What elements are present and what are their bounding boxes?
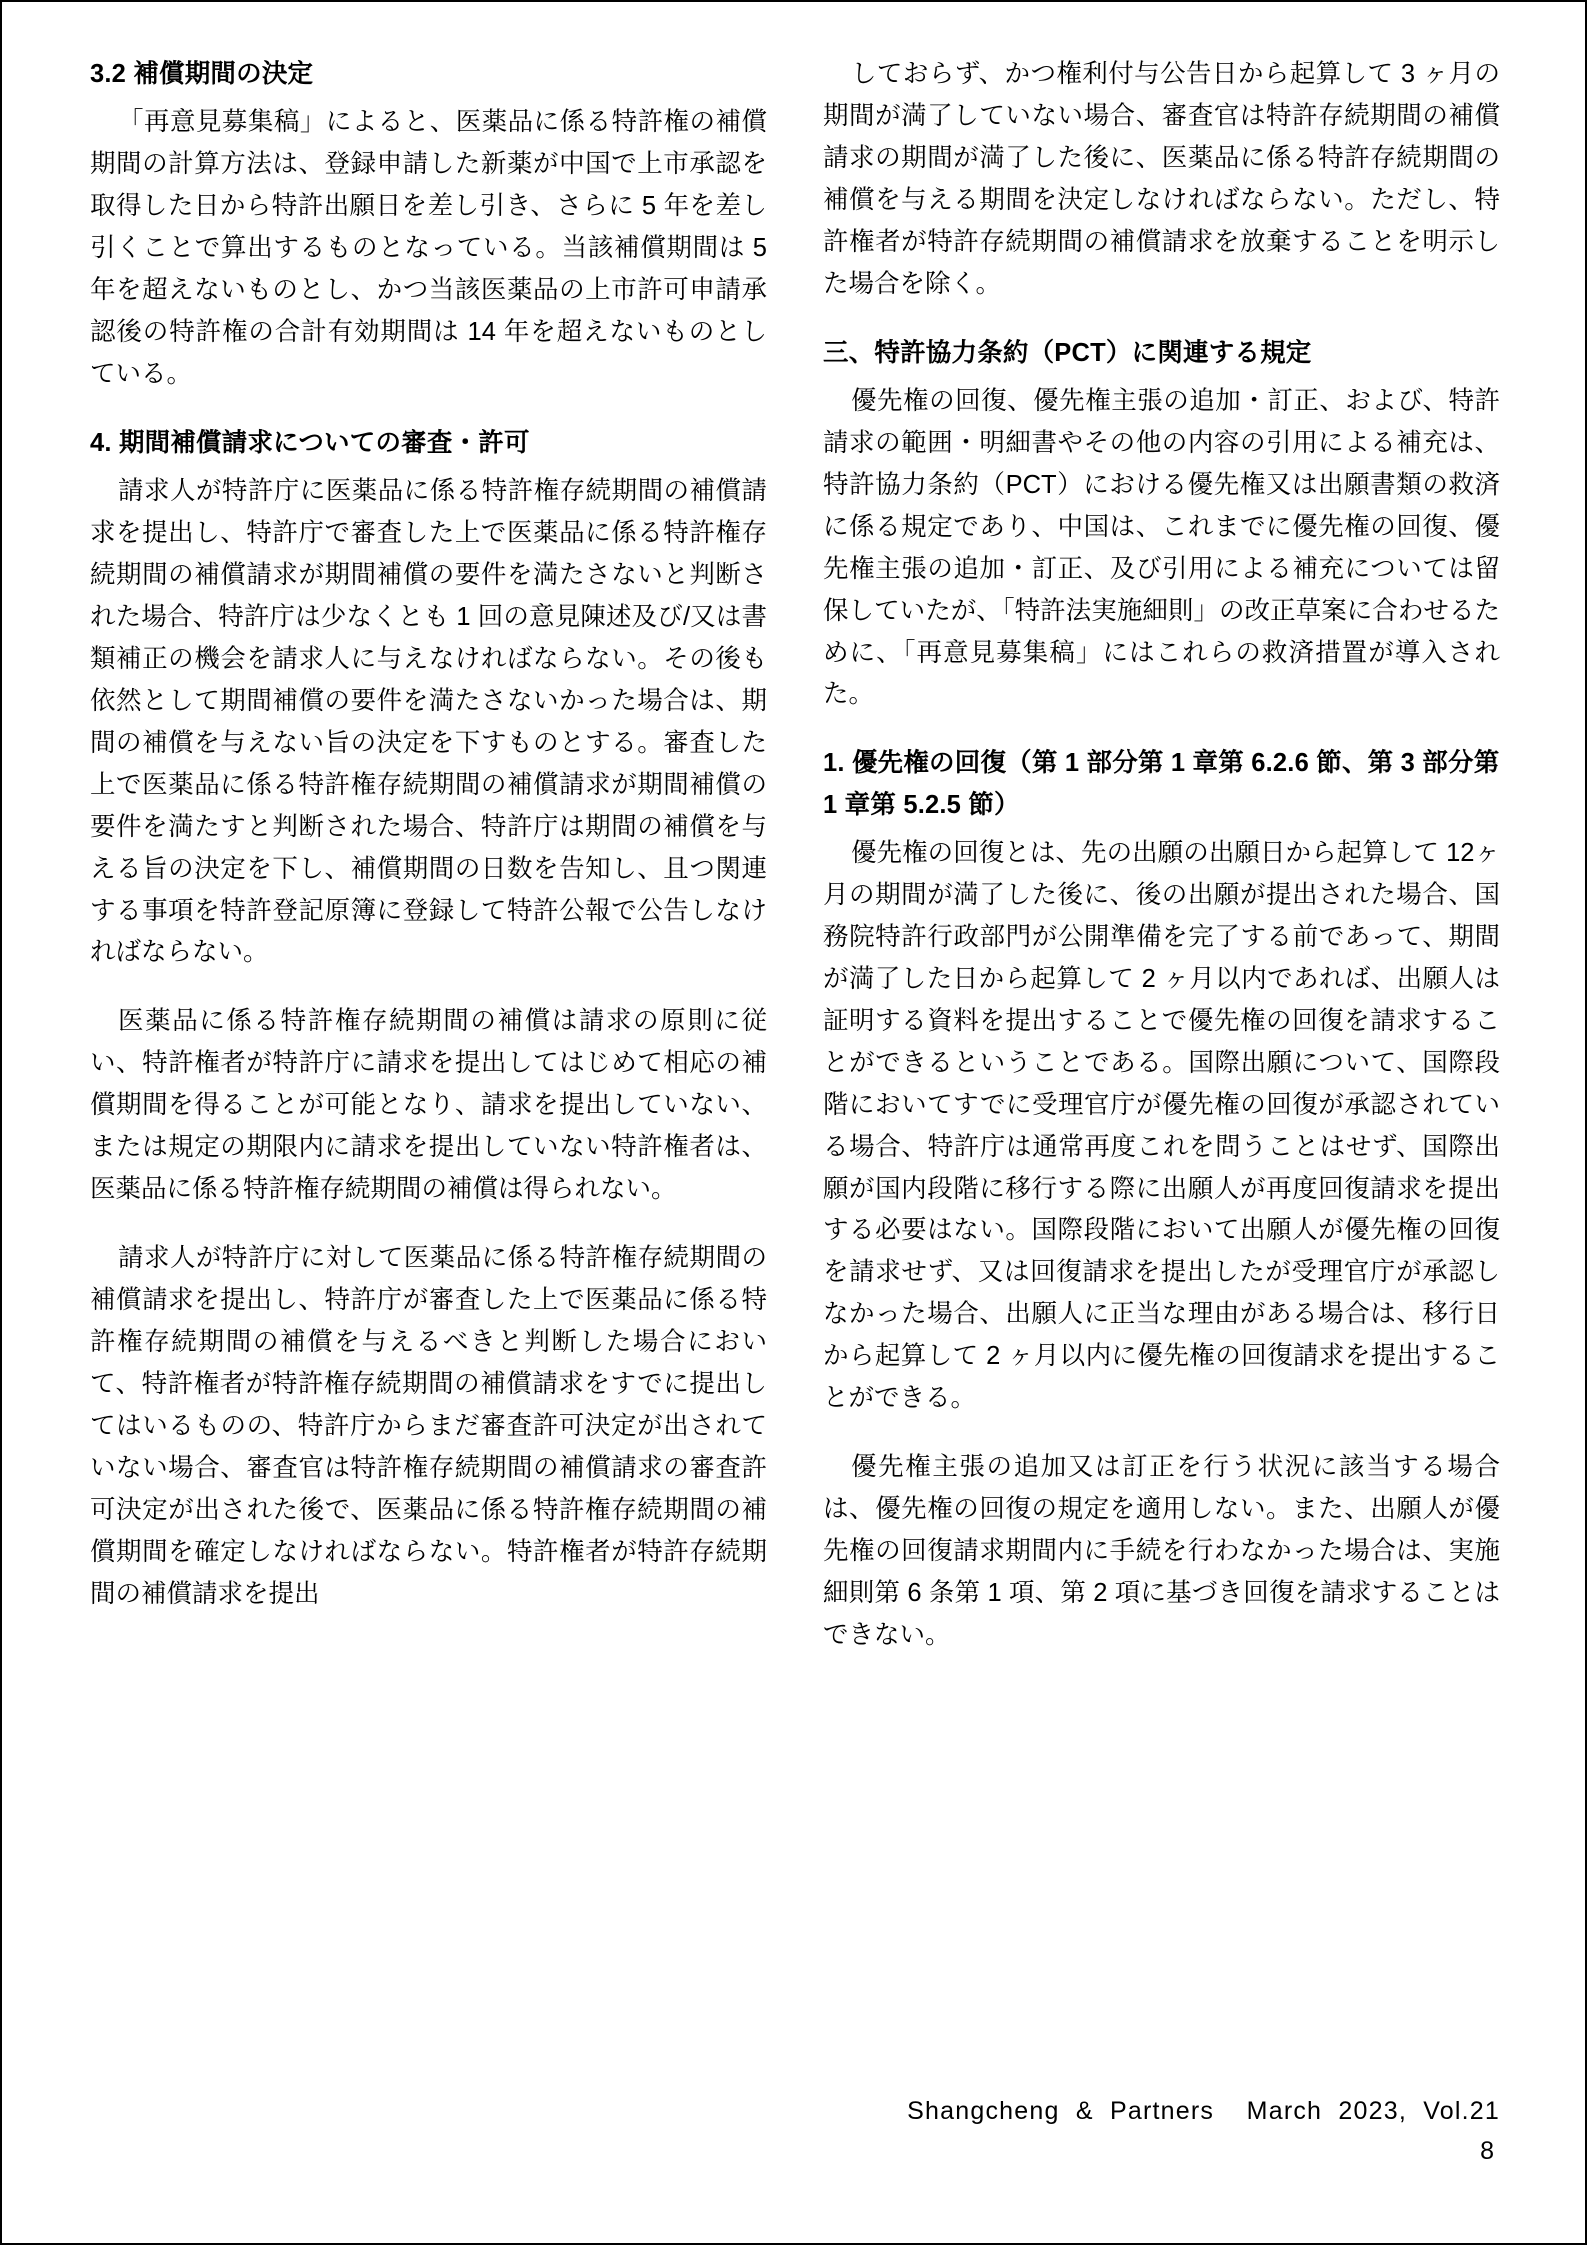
paragraph-4-body-3: 請求人が特許庁に対して医薬品に係る特許権存続期間の補償請求を提出し、特許庁が審査した上で医薬品に係る特許権存続期間の補償を与えるべきと判断した場合において、特許権者が特許権存続期間の補償請求をすでに提出してはいるものの、特許庁からまだ審査許可決定が出されていない場合、審査官は特許権存続期間の補償請求の審査許可決定が出された後で、医薬品に係る特許権存続期間の補償期間を確定しなければならない。特許権者が特許存続期間の補償請求を提出	[90, 1244, 767, 1608]
paragraph-3-2-body: 「再意見募集稿」によると、医薬品に係る特許権の補償期間の計算方法は、登録申請した新薬が中国で上市承認を取得した日から特許出願日を差し引き、さらに 5 年を差し引くことで算出するものとなっている。当該補償期間は 5 年を超えないものとし、かつ当該医薬品の上市許可申請承認後の特許権の合計有効期間は 14 年を超えないものとしている。	[90, 108, 767, 388]
page-footer	[90, 2092, 1500, 2171]
footer-publisher-line: Shangcheng & Partners March 2023, Vol.21	[907, 2097, 1500, 2125]
section-heading-3-2: 3.2 補償期間の決定	[90, 60, 314, 88]
page-content	[90, 54, 1500, 2144]
paragraph-4-body-1: 請求人が特許庁に医薬品に係る特許権存続期間の補償請求を提出し、特許庁で審査した上で医薬品に係る特許権存続期間の補償請求が期間補償の要件を満たさないと判断された場合、特許庁は少なくとも 1 回の意見陳述及び/又は書類補正の機会を請求人に与えなければならない。その後も依然として期間補償の要件を満たさないかった場合は、期間の補償を与えない旨の決定を下すものとする。審査した上で医薬品に係る特許権存続期間の補償請求が期間補償の要件を満たすと判断された場合、特許庁は期間の補償を与える旨の決定を下し、補償期間の日数を告知し、且つ関連する事項を特許登記原簿に登録して特許公報で公告しなければならない。	[90, 477, 767, 967]
paragraph-4-body-2: 医薬品に係る特許権存続期間の補償は請求の原則に従い、特許権者が特許庁に請求を提出してはじめて相応の補償期間を得ることが可能となり、請求を提出していない、または規定の期限内に請求を提出していない特許権者は、医薬品に係る特許権存続期間の補償は得られない。	[90, 1007, 767, 1204]
paragraph-priority-claim-addition: 優先権主張の追加又は訂正を行う状況に該当する場合は、優先権の回復の規定を適用しない。また、出願人が優先権の回復請求期間内に手続を行わなかった場合は、実施細則第 6 条第 1 項、第 2 項に基づき回復を請求することはできない。	[823, 1453, 1500, 1649]
paragraph-pct-intro: 優先権の回復、優先権主張の追加・訂正、および、特許請求の範囲・明細書やその他の内容の引用による補充は、特許協力条約（PCT）における優先権又は出願書類の救済に係る規定であり、中国は、これまでに優先権の回復、優先権主張の追加・訂正、及び引用による補充については留保していたが、「特許法実施細則」の改正草案に合わせるために、「再意見募集稿」にはこれらの救済措置が導入された。	[823, 386, 1500, 709]
paragraph-continued-from-left: しておらず、かつ権利付与公告日から起算して 3 ヶ月の期間が満了していない場合、審査官は特許存続期間の補償請求の期間が満了した後に、医薬品に係る特許存続期間の補償を与える期間を決定しなければならない。ただし、特許権者が特許存続期間の補償請求を放棄することを明示した場合を除く。	[823, 60, 1500, 298]
paragraph-priority-restoration-body: 優先権の回復とは、先の出願の出願日から起算して 12ヶ月の期間が満了した後に、後の出願が提出された場合、国務院特許行政部門が公開準備を完了する前であって、期間が満了した日から起算して 2 ヶ月以内であれば、出願人は証明する資料を提出することで優先権の回復を請求することができるということである。国際出願について、国際段階においてすでに受理官庁が優先権の回復が承認されている場合、特許庁は通常再度これを問うことはせず、国際出願が国内段階に移行する際に出願人が再度回復請求を提出する必要はない。国際段階において出願人が優先権の回復を請求せず、又は回復請求を提出したが受理官庁が承認しなかった場合、出願人に正当な理由がある場合は、移行日から起算して 2 ヶ月以内に優先権の回復請求を提出することができる。	[823, 839, 1500, 1413]
right-column	[823, 54, 1500, 2144]
section-heading-1-priority-restoration: 1. 優先権の回復（第 1 部分第 1 章第 6.2.6 節、第 3 部分第 1 章第 5.2.5 節）	[823, 749, 1500, 819]
page-number: 8	[1480, 2136, 1494, 2165]
section-heading-three-pct: 三、特許協力条約（PCT）に関連する規定	[823, 338, 1312, 367]
left-column	[90, 54, 767, 2144]
section-heading-4: 4. 期間補償請求についての審査・許可	[90, 428, 530, 457]
